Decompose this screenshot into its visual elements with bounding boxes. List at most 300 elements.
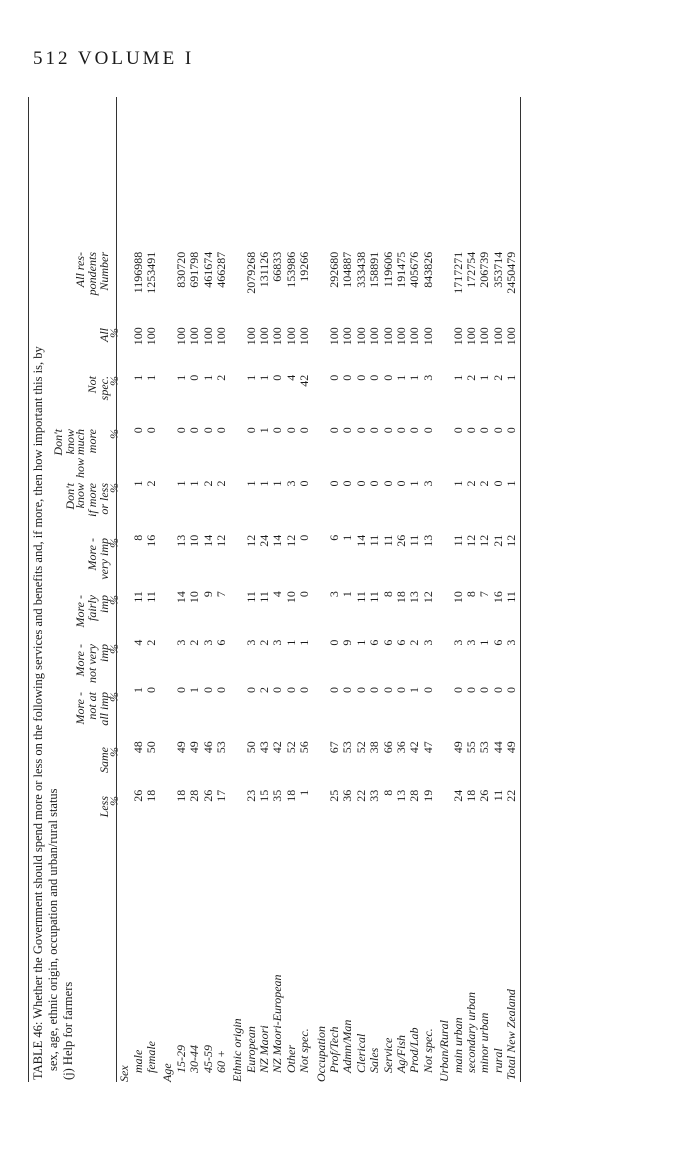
table-cell: 46 (200, 741, 215, 754)
table-cell: 50 (143, 741, 158, 754)
top-rule (28, 97, 29, 1082)
table-cell: 14 (200, 534, 215, 547)
table-cell: 4 (130, 639, 145, 646)
table-cell: 2079268 (243, 251, 258, 294)
table-cell: 11 (504, 591, 519, 603)
column-header-3-l2: not at (85, 692, 99, 720)
table-cell: 33 (367, 789, 382, 802)
table-cell (231, 788, 244, 863)
table-cell: 100 (283, 327, 298, 346)
table-cell: 292680 (327, 251, 342, 288)
column-header-8-l00: Don't (51, 429, 65, 456)
pad-cell (505, 97, 518, 250)
table-cell: 1 (187, 686, 202, 693)
table-cell: 0 (490, 427, 505, 434)
table-cell: 100 (504, 327, 519, 346)
table-cell: 3 (504, 639, 519, 646)
table-cell: 1253491 (143, 251, 158, 294)
table-cell: 3 (327, 591, 342, 598)
table-cell (118, 373, 131, 425)
table-cell: 0 (420, 686, 435, 693)
table-cell: 0 (283, 686, 298, 693)
column-header-3-l1: More - (73, 692, 87, 725)
column-header-5-l3: imp (97, 595, 111, 613)
table-cell: 100 (367, 327, 382, 346)
table-cell: 100 (340, 327, 355, 346)
pad-cell (422, 97, 435, 250)
table-cell: 461674 (200, 251, 215, 288)
table-cell: 100 (394, 327, 408, 346)
table-cell (438, 533, 451, 589)
pad-cell (465, 97, 478, 250)
row-label: minor urban (477, 1012, 492, 1073)
table-cell: 2 (477, 480, 492, 487)
table-cell (314, 533, 327, 589)
table-cell: 1 (243, 374, 258, 381)
table-row (381, 97, 394, 1082)
table-cell: 9 (340, 639, 355, 646)
column-header-3-l3: all imp (97, 692, 111, 726)
table-cell: 1 (504, 480, 519, 487)
table-cell: 11 (143, 591, 158, 603)
row-label: 45-59 (200, 1045, 215, 1073)
column-header-7-l1: know (73, 483, 87, 509)
table-cell: 25 (327, 789, 342, 802)
table-cell: 47 (420, 741, 435, 754)
table-cell: 1 (200, 374, 215, 381)
table-cell: 0 (477, 686, 492, 693)
table-cell (438, 739, 451, 787)
table-row (368, 97, 381, 1082)
table-row (201, 97, 214, 1082)
running-head: 512 VOLUME I (33, 48, 195, 69)
caption-subtitle: (j) Help for farmers (61, 981, 75, 1080)
table-cell (314, 685, 327, 739)
table-cell: 11 (380, 534, 395, 547)
table-cell (438, 325, 451, 373)
table-cell: 100 (143, 327, 158, 346)
table-cell: 0 (297, 591, 312, 598)
table-cell (118, 425, 131, 478)
pad-cell (201, 97, 214, 250)
row-label: Sales (367, 1047, 382, 1073)
pad-cell (395, 97, 408, 250)
table-cell: 1 (243, 480, 258, 487)
table-cell: 4 (283, 374, 298, 381)
table-cell (438, 373, 451, 425)
column-header-3-l4: % (107, 692, 121, 702)
table-row (492, 97, 505, 1082)
table-cell: 0 (297, 686, 312, 693)
column-header-2-l4: % (107, 747, 121, 757)
table-cell: 18 (283, 789, 298, 802)
table-cell: 38 (367, 741, 382, 754)
table-cell: 11 (257, 591, 272, 603)
table-cell: 0 (173, 686, 188, 693)
table-cell (438, 478, 451, 532)
column-header-2-l3: Same (97, 747, 111, 773)
table-cell: 3 (420, 374, 435, 381)
table-cell: 1 (504, 374, 519, 381)
table-cell: 0 (394, 427, 408, 434)
table-cell: 1717271 (450, 251, 465, 294)
table-cell: 1 (130, 686, 145, 693)
table-row (258, 97, 271, 1082)
table-cell (231, 638, 244, 685)
table-cell: 0 (490, 480, 505, 487)
table-cell: 55 (463, 741, 478, 754)
table-cell (118, 533, 131, 589)
pad-cell (175, 97, 188, 250)
table-cell: 0 (380, 374, 395, 381)
table-cell: 14 (353, 534, 368, 547)
row-label: main urban (450, 1017, 465, 1073)
table-cell: 11 (353, 591, 368, 603)
table-cell: 1 (394, 374, 408, 381)
table-cell (314, 478, 327, 532)
pad-cell (438, 97, 451, 250)
table-cell: 42 (407, 741, 422, 754)
table-cell (161, 533, 174, 589)
table-cell: 4 (270, 591, 285, 598)
table-row (271, 97, 284, 1082)
table-cell (314, 250, 327, 326)
table-cell: 0 (327, 639, 342, 646)
row-label: Other (283, 1045, 298, 1073)
table-cell (118, 788, 131, 863)
table-cell: 1 (477, 639, 492, 646)
category-row (438, 97, 451, 1082)
table-cell: 0 (213, 686, 228, 693)
table-cell: 11 (450, 534, 465, 547)
table-cell: 0 (200, 427, 215, 434)
row-label: Admn/Man (340, 1019, 355, 1073)
table-cell (161, 478, 174, 532)
table-cell: 0 (297, 534, 312, 541)
column-header-8-l0: know (63, 429, 77, 455)
table-cell: 100 (297, 327, 312, 346)
table-cell: 0 (353, 427, 368, 434)
table-cell: 0 (394, 480, 408, 487)
table-cell: 11 (367, 591, 382, 603)
table-cell (231, 685, 244, 739)
pad-cell (492, 97, 505, 250)
table-cell: 19266 (297, 251, 312, 282)
row-label: secondary urban (463, 992, 478, 1073)
table-cell (118, 739, 131, 787)
column-header-7-l3: or less (97, 483, 111, 515)
table-row (355, 97, 368, 1082)
table-cell (161, 250, 174, 326)
column-header-6-l4: % (107, 538, 121, 548)
table-cell: 0 (367, 427, 382, 434)
table-cell: 100 (407, 327, 422, 346)
table-cell: 3 (463, 639, 478, 646)
table-cell: 2 (143, 480, 158, 487)
column-header-7-l0: Don't (63, 483, 77, 510)
table-cell: 2 (463, 480, 478, 487)
table-cell: 6 (380, 639, 395, 646)
table-cell: 0 (243, 427, 258, 434)
table-cell: 11 (407, 534, 422, 547)
column-header-9-l4: % (107, 376, 121, 386)
column-header-8-l2: more (85, 429, 99, 454)
column-header-5-l1: More - (73, 595, 87, 628)
table-cell (438, 250, 451, 326)
table-cell: 0 (340, 374, 355, 381)
table-cell: 26 (477, 789, 492, 802)
table-row (215, 97, 228, 1082)
table-cell (118, 478, 131, 532)
table-row (422, 97, 435, 1082)
table-cell: 1 (297, 639, 312, 646)
table-cell: 3 (450, 639, 465, 646)
table-cell: 6 (327, 534, 342, 541)
table-cell: 0 (213, 427, 228, 434)
table-cell: 10 (187, 534, 202, 547)
pad-cell (285, 97, 298, 250)
table-cell: 191475 (394, 251, 408, 288)
table-row (478, 97, 491, 1082)
table-row (298, 97, 311, 1082)
table-cell: 18 (143, 789, 158, 802)
table-cell (161, 739, 174, 787)
pad-cell (478, 97, 491, 250)
pad-cell (314, 97, 327, 250)
table-cell: 100 (463, 327, 478, 346)
table-cell: 0 (270, 427, 285, 434)
row-label: Ag/Fish (394, 1035, 408, 1073)
row-label: Sex (117, 1065, 132, 1082)
table-cell: 15 (257, 789, 272, 802)
table-cell (161, 325, 174, 373)
table-cell: 1 (173, 480, 188, 487)
table-cell: 1 (297, 789, 312, 796)
table-cell: 9 (200, 591, 215, 598)
table-cell: 1 (257, 427, 272, 434)
table-cell (161, 589, 174, 637)
row-label: Not spec. (420, 1028, 435, 1073)
table-cell: 3 (173, 639, 188, 646)
table-cell: 691798 (187, 251, 202, 288)
table-row (341, 97, 354, 1082)
table-cell: 18 (463, 789, 478, 802)
caption-line-2: sex, age, ethnic origin, occupation and urban/rural status (46, 788, 60, 1071)
table-cell: 0 (143, 686, 158, 693)
table-cell: 1 (450, 480, 465, 487)
table-cell (438, 425, 451, 478)
table-cell: 13 (394, 789, 408, 802)
table-cell (231, 250, 244, 326)
table-cell: 10 (187, 591, 202, 604)
table-cell: 0 (283, 427, 298, 434)
row-label: Service (380, 1037, 395, 1073)
table-cell: 1 (477, 374, 492, 381)
table-cell: 53 (477, 741, 492, 754)
column-header-5-l4: % (107, 595, 121, 605)
table-cell (161, 788, 174, 863)
table-cell: 0 (367, 374, 382, 381)
pad-cell (298, 97, 311, 250)
pad-cell (145, 97, 158, 250)
table-cell: 158891 (367, 251, 382, 288)
row-label: male (130, 1049, 145, 1073)
table-cell: 12 (463, 534, 478, 547)
table-cell: 1 (130, 480, 145, 487)
table-cell: 1 (407, 686, 422, 693)
table-cell: 67 (327, 741, 342, 754)
table-cell: 100 (200, 327, 215, 346)
table-cell: 0 (367, 480, 382, 487)
table-cell: 12 (504, 534, 519, 547)
table-row (408, 97, 421, 1082)
column-header-7-l2: if more (85, 483, 99, 517)
table-cell: 100 (327, 327, 342, 346)
pad-cell (231, 97, 244, 250)
column-header-4-l3: imp (97, 644, 111, 662)
table-cell: 8 (130, 534, 145, 541)
row-label: 15-29 (173, 1045, 188, 1073)
table-cell: 153986 (283, 251, 298, 288)
table-cell: 100 (257, 327, 272, 346)
pad-cell (408, 97, 421, 250)
table-cell: 0 (173, 427, 188, 434)
table-cell: 2 (213, 480, 228, 487)
table-cell: 3 (270, 639, 285, 646)
column-header-1-l4: % (107, 796, 121, 806)
category-row (231, 97, 244, 1082)
header-rule (116, 97, 117, 1082)
table-cell: 1 (270, 480, 285, 487)
table-cell: 28 (407, 789, 422, 802)
table-cell: 131126 (257, 251, 272, 288)
table-cell: 100 (353, 327, 368, 346)
table-cell: 0 (380, 427, 395, 434)
table-cell: 119606 (380, 251, 395, 288)
table-cell: 206739 (477, 251, 492, 288)
table-cell: 0 (450, 427, 465, 434)
table-row (175, 97, 188, 1082)
table-cell: 14 (270, 534, 285, 547)
table-cell: 0 (477, 427, 492, 434)
column-header-6-l3: very imp (97, 538, 111, 580)
row-label: Not spec. (297, 1028, 312, 1073)
category-row (118, 97, 131, 1082)
table-cell: 49 (504, 741, 519, 754)
row-label: Prof/Tech (327, 1026, 342, 1073)
table-cell: 53 (213, 741, 228, 754)
table-cell: 52 (283, 741, 298, 754)
table-cell: 23 (243, 789, 258, 802)
table-cell: 843826 (420, 251, 435, 288)
column-header-10-l3: All (97, 328, 111, 342)
table-cell (231, 425, 244, 478)
table-cell: 18 (173, 789, 188, 802)
table-cell (314, 788, 327, 863)
column-header-4-l4: % (107, 644, 121, 654)
table-cell: 0 (353, 686, 368, 693)
pad-cell (118, 97, 131, 250)
table-cell: 66 (380, 741, 395, 754)
column-header-9-l3: spec. (97, 376, 111, 401)
table-cell: 14 (173, 591, 188, 604)
table-cell: 26 (200, 789, 215, 802)
data-table (118, 97, 518, 1082)
column-header-8-l4: % (107, 429, 121, 439)
table-cell: 2 (200, 480, 215, 487)
table-cell: 3 (420, 639, 435, 646)
table-cell (231, 373, 244, 425)
table-cell: 1 (257, 374, 272, 381)
table-cell: 44 (490, 741, 505, 754)
pad-cell (258, 97, 271, 250)
table-cell (118, 685, 131, 739)
table-cell: 2 (407, 639, 422, 646)
table-cell: 35 (270, 789, 285, 802)
table-cell: 0 (327, 427, 342, 434)
table-cell: 6 (394, 639, 408, 646)
table-cell: 36 (394, 741, 408, 754)
row-label: Age (160, 1063, 175, 1082)
table-cell: 42 (297, 374, 312, 387)
table-cell: 48 (130, 741, 145, 754)
row-label: rural (490, 1048, 505, 1073)
table-cell: 0 (130, 427, 145, 434)
table-cell: 52 (353, 741, 368, 754)
table-cell: 0 (463, 686, 478, 693)
table-cell: 100 (270, 327, 285, 346)
table-cell: 6 (367, 639, 382, 646)
table-cell (231, 478, 244, 532)
table-cell: 1 (173, 374, 188, 381)
table-cell (438, 788, 451, 863)
table-cell: 100 (213, 327, 228, 346)
table-cell: 100 (490, 327, 505, 346)
table-cell: 21 (490, 534, 505, 547)
table-cell: 28 (187, 789, 202, 802)
table-cell: 100 (477, 327, 492, 346)
table-cell: 100 (450, 327, 465, 346)
table-cell (314, 325, 327, 373)
table-cell: 10 (283, 591, 298, 604)
row-label: 30-44 (187, 1045, 202, 1073)
table-cell: 100 (243, 327, 258, 346)
table-cell: 0 (340, 427, 355, 434)
table-cell: 0 (340, 686, 355, 693)
table-cell: 353714 (490, 251, 505, 288)
table-cell: 100 (130, 327, 145, 346)
table-row (188, 97, 201, 1082)
column-header-9-l2: Not (85, 376, 99, 394)
table-row (505, 97, 518, 1082)
row-label: Prod/Lab (407, 1027, 422, 1073)
table-cell: 1 (187, 480, 202, 487)
table-cell: 11 (490, 789, 505, 802)
table-row (451, 97, 464, 1082)
table-cell: 1196988 (130, 251, 145, 294)
table-cell: 6 (213, 639, 228, 646)
table-cell: 13 (420, 534, 435, 547)
row-label: Occupation (313, 1026, 328, 1082)
table-row (328, 97, 341, 1082)
table-cell: 0 (380, 686, 395, 693)
table-cell: 22 (353, 789, 368, 802)
table-cell: 0 (353, 480, 368, 487)
table-cell: 0 (327, 374, 342, 381)
table-cell: 0 (353, 374, 368, 381)
table-cell: 0 (143, 427, 158, 434)
column-header-7-l4: % (107, 483, 121, 493)
